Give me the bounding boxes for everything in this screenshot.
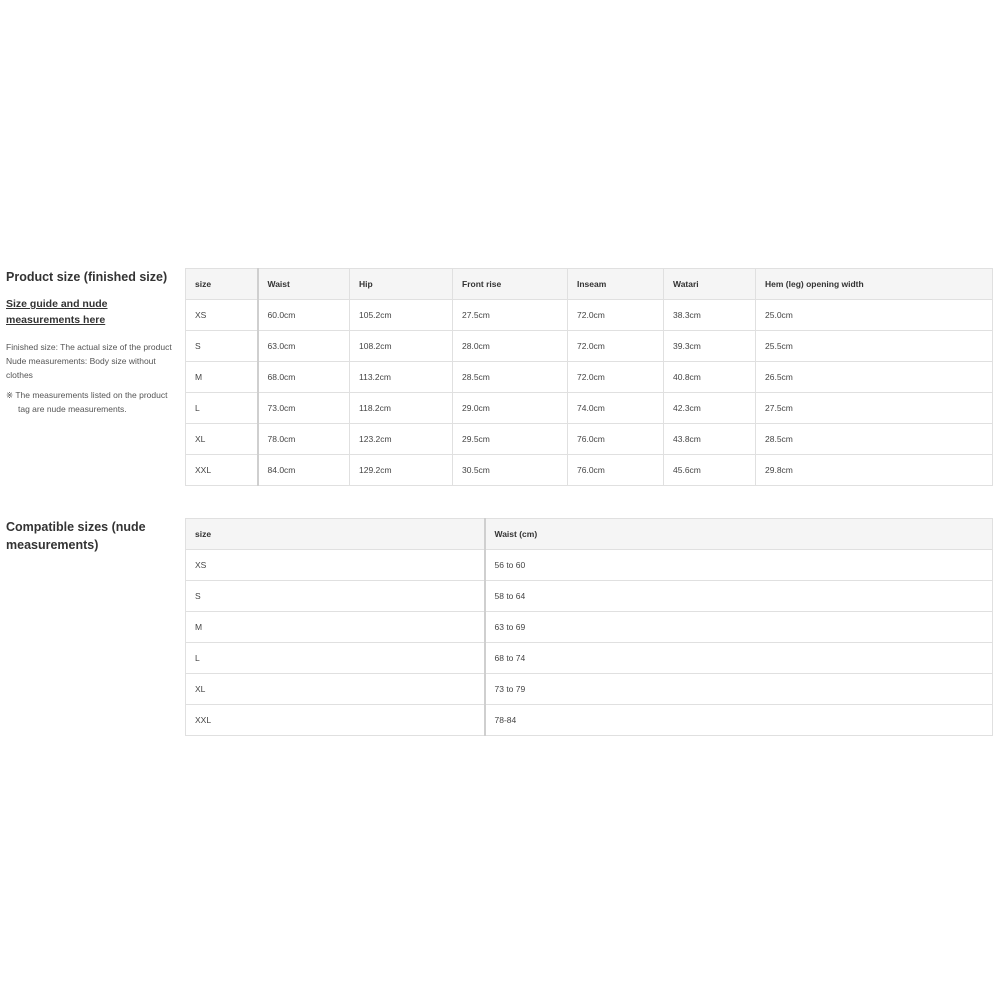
measurement-cell: 74.0cm	[568, 393, 664, 424]
measurement-cell: 40.8cm	[664, 362, 756, 393]
compatible-sizes-sidebar	[6, 518, 174, 554]
size-cell: XS	[186, 300, 258, 331]
table-row	[186, 455, 993, 486]
size-cell: XS	[186, 550, 485, 581]
table-row	[186, 581, 993, 612]
measurement-cell: 84.0cm	[258, 455, 350, 486]
measurement-cell: 63.0cm	[258, 331, 350, 362]
measurement-cell: 123.2cm	[350, 424, 453, 455]
measurement-cell: 28.5cm	[453, 362, 568, 393]
measurement-cell: 38.3cm	[664, 300, 756, 331]
measurement-cell: 28.5cm	[756, 424, 993, 455]
product-size-title: Product size (finished size)	[6, 270, 168, 284]
header-waist-cm: Waist (cm)	[485, 519, 993, 550]
size-cell: XL	[186, 674, 485, 705]
measurement-cell: 29.0cm	[453, 393, 568, 424]
table-row	[186, 643, 993, 674]
measurement-cell: 72.0cm	[568, 362, 664, 393]
measurement-cell: 78-84	[485, 705, 993, 736]
header-inseam: Inseam	[568, 269, 664, 300]
table-row	[186, 674, 993, 705]
measurement-cell: 29.8cm	[756, 455, 993, 486]
measurement-cell: 30.5cm	[453, 455, 568, 486]
measurement-cell: 72.0cm	[568, 300, 664, 331]
measurement-cell: 42.3cm	[664, 393, 756, 424]
header-waist: Waist	[258, 269, 350, 300]
header-front-rise: Front rise	[453, 269, 568, 300]
measurement-cell: 25.5cm	[756, 331, 993, 362]
finished-size-note: Finished size: The actual size of the product	[6, 342, 172, 352]
measurement-cell: 78.0cm	[258, 424, 350, 455]
header-hip: Hip	[350, 269, 453, 300]
measurement-cell: 108.2cm	[350, 331, 453, 362]
measurement-cell: 56 to 60	[485, 550, 993, 581]
measurement-cell: 63 to 69	[485, 612, 993, 643]
table-header-row	[186, 269, 993, 300]
header-hem-opening-width: Hem (leg) opening width	[756, 269, 993, 300]
tag-measurement-note: ※ The measurements listed on the product tag are nude measurements.	[6, 390, 168, 414]
table-row	[186, 362, 993, 393]
table-row	[186, 705, 993, 736]
table-row	[186, 393, 993, 424]
size-guide-link[interactable]: Size guide and nude measurements here	[6, 298, 108, 326]
measurement-cell: 28.0cm	[453, 331, 568, 362]
measurement-cell: 45.6cm	[664, 455, 756, 486]
size-cell: XL	[186, 424, 258, 455]
size-cell: S	[186, 581, 485, 612]
measurement-cell: 76.0cm	[568, 424, 664, 455]
measurement-cell: 113.2cm	[350, 362, 453, 393]
measurement-cell: 129.2cm	[350, 455, 453, 486]
measurement-cell: 58 to 64	[485, 581, 993, 612]
table-row	[186, 612, 993, 643]
table-row	[186, 300, 993, 331]
measurement-cell: 76.0cm	[568, 455, 664, 486]
nude-measurements-note: Nude measurements: Body size without clothes	[6, 356, 156, 380]
table-header-row	[186, 519, 993, 550]
measurement-cell: 43.8cm	[664, 424, 756, 455]
measurement-cell: 27.5cm	[756, 393, 993, 424]
product-size-table	[185, 268, 993, 486]
header-size: size	[186, 269, 258, 300]
size-cell: L	[186, 643, 485, 674]
measurement-cell: 60.0cm	[258, 300, 350, 331]
compatible-sizes-table	[185, 518, 993, 736]
product-size-sidebar	[6, 268, 174, 416]
measurement-cell: 68.0cm	[258, 362, 350, 393]
size-cell: M	[186, 362, 258, 393]
measurement-cell: 25.0cm	[756, 300, 993, 331]
header-size: size	[186, 519, 485, 550]
measurement-cell: 118.2cm	[350, 393, 453, 424]
size-notes	[6, 340, 174, 382]
table-row	[186, 550, 993, 581]
measurement-cell: 27.5cm	[453, 300, 568, 331]
size-cell: XXL	[186, 455, 258, 486]
measurement-cell: 73.0cm	[258, 393, 350, 424]
header-watari: Watari	[664, 269, 756, 300]
size-cell: S	[186, 331, 258, 362]
table-row	[186, 331, 993, 362]
measurement-cell: 72.0cm	[568, 331, 664, 362]
size-cell: M	[186, 612, 485, 643]
measurement-cell: 29.5cm	[453, 424, 568, 455]
compatible-sizes-title: Compatible sizes (nude measurements)	[6, 520, 146, 552]
size-cell: L	[186, 393, 258, 424]
measurement-cell: 26.5cm	[756, 362, 993, 393]
table-row	[186, 424, 993, 455]
measurement-cell: 73 to 79	[485, 674, 993, 705]
measurement-cell: 68 to 74	[485, 643, 993, 674]
measurement-cell: 105.2cm	[350, 300, 453, 331]
size-cell: XXL	[186, 705, 485, 736]
measurement-cell: 39.3cm	[664, 331, 756, 362]
